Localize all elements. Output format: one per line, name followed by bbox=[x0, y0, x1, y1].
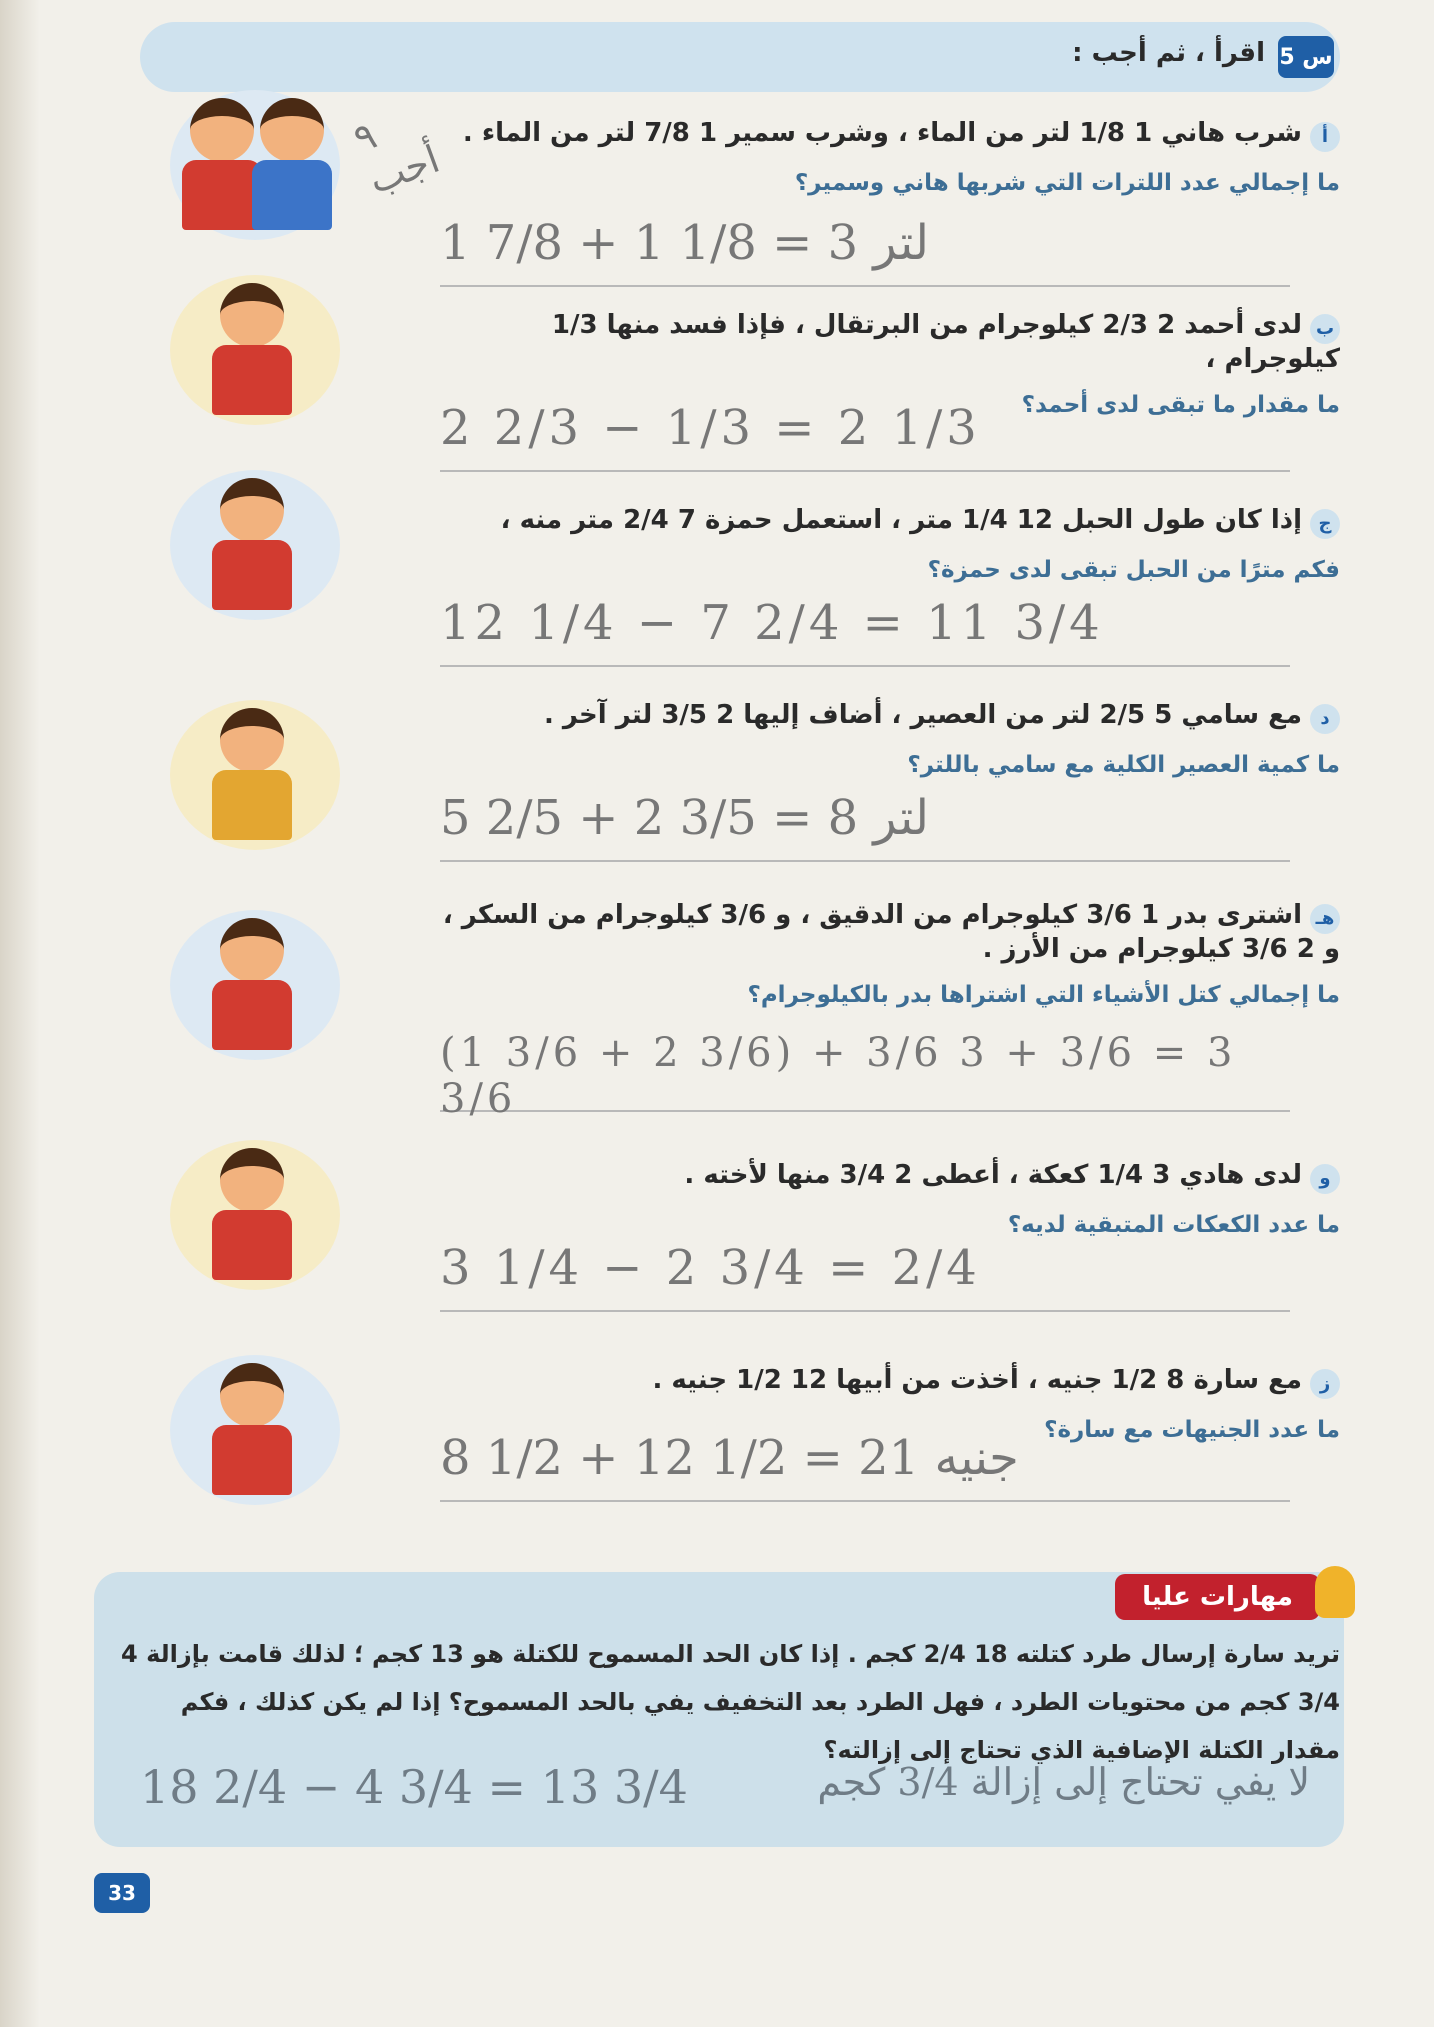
question-text: إذا كان طول الحبل 12 1/4 متر ، استعمل حمزة 7 2/4 متر منه ، bbox=[500, 505, 1302, 535]
question-prompt: ما عدد الجنيهات مع سارة؟ bbox=[1044, 1416, 1340, 1443]
boy-with-cart-illustration bbox=[160, 900, 350, 1070]
question-letter: و bbox=[1310, 1164, 1340, 1194]
page-edge bbox=[0, 0, 40, 2027]
question-text: شرب هاني 1 1/8 لتر من الماء ، وشرب سمير 1 7/8 لتر من الماء . bbox=[462, 118, 1302, 148]
boy-with-rope-illustration bbox=[160, 460, 350, 630]
handwritten-answer: 1 7/8 + 1 1/8 = 3 لتر bbox=[440, 215, 929, 271]
answer-line-c bbox=[440, 595, 1290, 667]
page-number: 33 bbox=[94, 1873, 150, 1913]
question-prompt: ما كمية العصير الكلية مع سامي باللتر؟ bbox=[907, 751, 1340, 778]
question-letter: ب bbox=[1310, 314, 1340, 344]
answer-line-f bbox=[440, 1240, 1290, 1312]
handwritten-answer: (1 3/6 + 2 3/6) + 3/6 3 + 3/6 = 3 3/6 bbox=[440, 1030, 1237, 1122]
question-letter: د bbox=[1310, 704, 1340, 734]
handwritten-answer: 3 1/4 − 2 3/4 = 2/4 bbox=[440, 1240, 981, 1296]
question-letter: ز bbox=[1310, 1369, 1340, 1399]
boy-with-juice-illustration bbox=[160, 690, 350, 860]
question-prompt: ما إجمالي كتل الأشياء التي اشتراها بدر بالكيلوجرام؟ bbox=[747, 981, 1340, 1008]
handwritten-answer: 8 1/2 + 12 1/2 = 21 جنيه bbox=[440, 1430, 1019, 1486]
question-text: لدى أحمد 2 2/3 كيلوجرام من البرتقال ، فإذا فسد منها 1/3 كيلوجرام ، bbox=[551, 310, 1340, 374]
question-d bbox=[430, 700, 1340, 778]
handwritten-answer-left: 18 2/4 − 4 3/4 = 13 3/4 bbox=[140, 1760, 688, 1814]
question-text: لدى هادي 3 1/4 كعكة ، أعطى 2 3/4 منها لأخته . bbox=[684, 1160, 1302, 1190]
margin-note: ٩ أجب bbox=[347, 112, 446, 203]
question-text: اشترى بدر 1 3/6 كيلوجرام من الدقيق ، و 3/6 كيلوجرام من السكر ، و 2 3/6 كيلوجرام من الأرز . bbox=[442, 900, 1340, 964]
answer-line-b bbox=[440, 400, 1290, 472]
handwritten-answer-right: لا يفي تحتاج إلى إزالة 3/4 كجم bbox=[817, 1760, 1310, 1804]
question-letter: أ bbox=[1310, 122, 1340, 152]
answer-line-e bbox=[440, 1030, 1290, 1122]
boy-with-cake-illustration bbox=[160, 1130, 350, 1300]
handwritten-answer: 2 2/3 − 1/3 = 2 1/3 bbox=[440, 400, 981, 456]
question-c bbox=[430, 505, 1340, 583]
higher-skills-answer bbox=[140, 1760, 1320, 1830]
question-f bbox=[430, 1160, 1340, 1238]
question-prompt: ما إجمالي عدد اللترات التي شربها هاني وسمير؟ bbox=[794, 169, 1340, 196]
question-prompt: فكم مترًا من الحبل تبقى لدى حمزة؟ bbox=[927, 556, 1340, 583]
girl-with-money-illustration bbox=[160, 1345, 350, 1515]
question-text: مع سامي 5 2/5 لتر من العصير ، أضاف إليها 2 3/5 لتر آخر . bbox=[543, 700, 1302, 730]
question-prompt: ما عدد الكعكات المتبقية لديه؟ bbox=[1007, 1211, 1340, 1238]
kids-drinking-illustration bbox=[160, 80, 350, 250]
answer-line-g bbox=[440, 1430, 1290, 1502]
question-e bbox=[430, 900, 1340, 1008]
handwritten-answer: 12 1/4 − 7 2/4 = 11 3/4 bbox=[440, 595, 1104, 651]
question-a bbox=[430, 118, 1340, 196]
answer-line-d bbox=[440, 790, 1290, 862]
higher-skills-text: تريد سارة إرسال طرد كتلته 18 2/4 كجم . إذا كان الحد المسموح للكتلة هو 13 كجم ؛ لذلك قامت بإزالة 4 3/4 كجم من محتويات الطرد ، فهل الطرد بعد التخفيف يفي بالحد المسموح؟ إذا لم يكن كذلك ، فكم مقدار الكتلة الإضافية الذي تحتاج إلى إزالته؟ bbox=[121, 1640, 1340, 1764]
higher-skills-tag: مهارات عليا bbox=[1115, 1574, 1320, 1620]
question-letter: هـ bbox=[1310, 904, 1340, 934]
lightbulb-icon bbox=[1315, 1566, 1355, 1618]
answer-line-a bbox=[440, 215, 1290, 287]
question-badge: 5 س bbox=[1278, 36, 1334, 78]
boy-with-oranges-illustration bbox=[160, 265, 350, 435]
question-text: مع سارة 8 1/2 جنيه ، أخذت من أبيها 12 1/2 جنيه . bbox=[652, 1365, 1302, 1395]
handwritten-answer: 5 2/5 + 2 3/5 = 8 لتر bbox=[440, 790, 929, 846]
question-prompt: ما مقدار ما تبقى لدى أحمد؟ bbox=[1021, 391, 1340, 418]
page-title: اقرأ ، ثم أجب : bbox=[1072, 38, 1265, 68]
question-letter: ج bbox=[1310, 509, 1340, 539]
